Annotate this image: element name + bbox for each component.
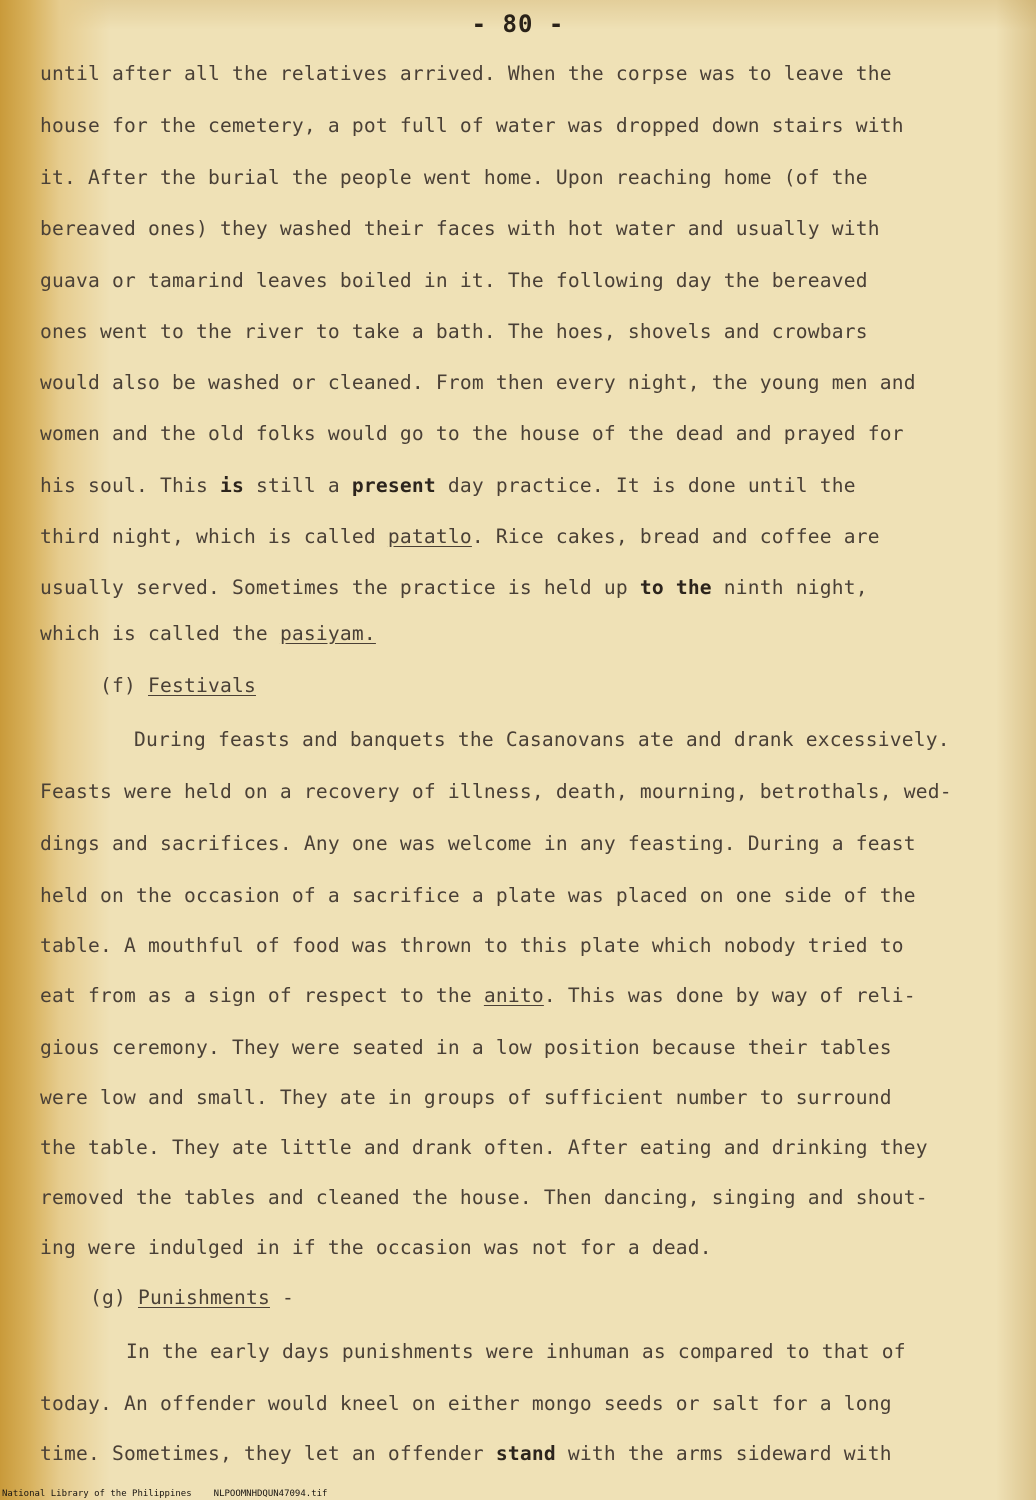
heading-title: Punishments [138, 1286, 270, 1309]
text-line: house for the cemetery, a pot full of water was dropped down stairs with [40, 114, 904, 137]
text-line: the table. They ate little and drank often. After eating and drinking they [40, 1136, 928, 1159]
text-line [40, 1442, 892, 1465]
text-line [40, 622, 376, 645]
text-line: During feasts and banquets the Casanovans ate and drank excessively. [134, 728, 950, 751]
text-line: held on the occasion of a sacrifice a plate was placed on one side of the [40, 884, 916, 907]
text-run: still a [243, 474, 352, 497]
text-line [40, 984, 916, 1007]
text-line [40, 576, 868, 599]
text-run: time. Sometimes, they let an offender [40, 1442, 496, 1465]
underlined-term: pasiyam. [279, 622, 376, 645]
text-line: ones went to the river to take a bath. The hoes, shovels and crowbars [40, 320, 868, 343]
text-line: would also be washed or cleaned. From then every night, the young men and [40, 371, 916, 394]
text-line [40, 525, 880, 548]
text-line: women and the old folks would go to the house of the dead and prayed for [40, 422, 904, 445]
text-run: third night, which is called [40, 525, 388, 548]
text-line: removed the tables and cleaned the house. Then dancing, singing and shout- [40, 1186, 928, 1209]
text-line: bereaved ones) they washed their faces with hot water and usually with [40, 217, 880, 240]
text-run: . Rice cakes, bread and coffee are [471, 525, 880, 548]
text-line: guava or tamarind leaves boiled in it. The following day the bereaved [40, 269, 868, 292]
text-line: today. An offender would kneel on either mongo seeds or salt for a long [40, 1392, 892, 1415]
text-run: his soul. This [40, 474, 220, 497]
text-run: . This was done by way of reli- [543, 984, 916, 1007]
text-line: dings and sacrifices. Any one was welcome in any feasting. During a feast [40, 832, 916, 855]
text-line [40, 474, 856, 497]
overtyped-word: stand [495, 1442, 556, 1465]
overtyped-word: is [219, 474, 244, 497]
text-line: table. A mouthful of food was thrown to this plate which nobody tried to [40, 934, 904, 957]
text-run: with the arms sideward with [555, 1442, 892, 1465]
text-line: In the early days punishments were inhuman as compared to that of [126, 1340, 906, 1363]
library-credit: National Library of the Philippines [2, 1489, 192, 1499]
text-line: gious ceremony. They were seated in a low position because their tables [40, 1036, 892, 1059]
text-line: until after all the relatives arrived. When the corpse was to leave the [40, 62, 892, 85]
overtyped-word: to the [639, 576, 712, 599]
text-line: Feasts were held on a recovery of illness, death, mourning, betrothals, wed- [40, 780, 952, 803]
text-run: eat from as a sign of respect to the [40, 984, 484, 1007]
section-heading [100, 674, 256, 697]
text-line: were low and small. They ate in groups of sufficient number to surround [40, 1086, 892, 1109]
heading-dash: - [269, 1286, 294, 1309]
text-line: ing were indulged in if the occasion was not for a dead. [40, 1236, 712, 1259]
underlined-term: anito [483, 984, 544, 1007]
text-run: day practice. It is done until the [435, 474, 856, 497]
scan-footer [2, 1489, 349, 1499]
heading-label: (f) [100, 674, 148, 697]
underlined-term: patatlo [387, 525, 472, 548]
file-identifier: NLPOOMNHDQUN47094.tif [213, 1489, 328, 1499]
text-line: it. After the burial the people went home. Upon reaching home (of the [40, 166, 868, 189]
overtyped-word: present [351, 474, 436, 497]
page-number: - 80 - [471, 10, 565, 38]
heading-label: (g) [90, 1286, 138, 1309]
text-run: usually served. Sometimes the practice is held up [40, 576, 640, 599]
text-run: ninth night, [711, 576, 868, 599]
heading-title: Festivals [148, 674, 256, 697]
section-heading [90, 1286, 294, 1309]
text-run: which is called the [40, 622, 280, 645]
